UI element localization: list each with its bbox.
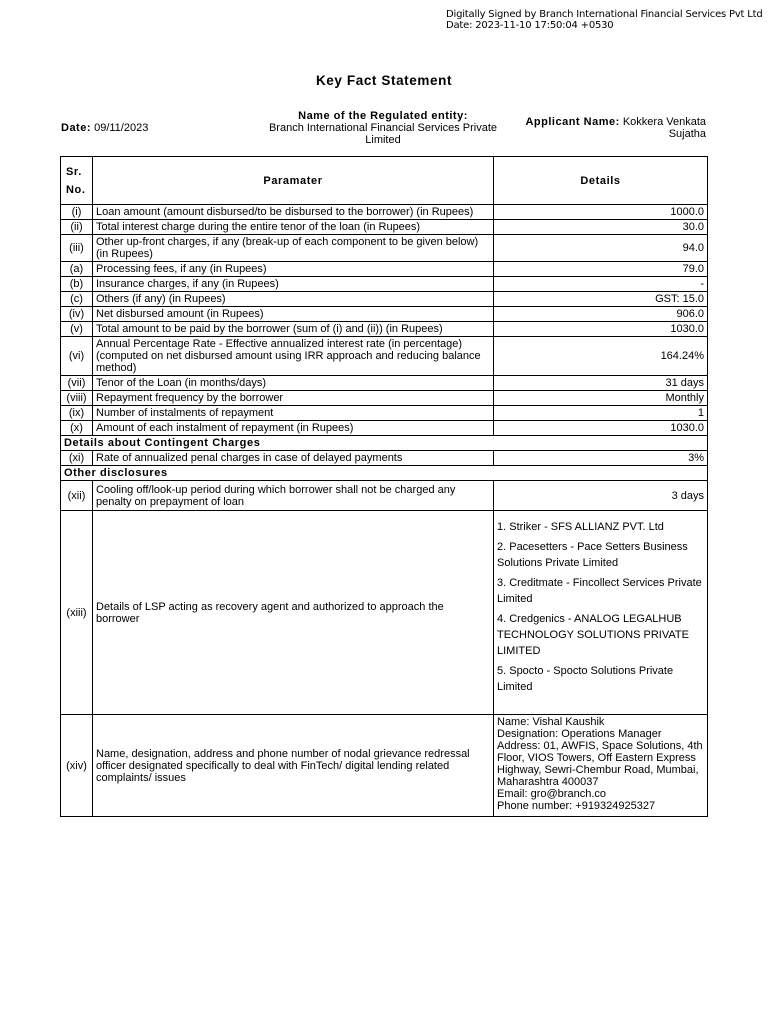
signature-line-2: Date: 2023-11-10 17:50:04 +0530: [446, 20, 614, 31]
lsp-item: 1. Striker - SFS ALLIANZ PVT. Ltd: [497, 521, 664, 533]
nodal-address: Address: 01, AWFIS, Space Solutions, 4th Floor, VIOS Towers, Off Eastern Express Highway, Sewri-Chembur Road, Mumbai, Maharashtra 400037: [497, 740, 703, 788]
nodal-name: Name: Vishal Kaushik: [497, 716, 605, 728]
lsp-item: 4. Credgenics - ANALOG LEGALHUB TECHNOLOGY SOLUTIONS PRIVATE LIMITED: [497, 613, 689, 657]
table-row: (xii) Cooling off/look-up period during which borrower shall not be charged any penalty on prepayment of loan 3 days: [61, 481, 708, 511]
table-row: (ix) Number of instalments of repayment 1: [61, 406, 708, 421]
lsp-item: 3. Creditmate - Fincollect Services Private Limited: [497, 577, 702, 605]
header-details: Details: [494, 157, 708, 205]
key-fact-table: [60, 156, 708, 817]
table-row: (iii) Other up-front charges, if any (break-up of each component to be given below) (in Rupees) 94.0: [61, 235, 708, 262]
header-parameter: Paramater: [93, 157, 494, 205]
table-row: (c) Others (if any) (in Rupees) GST: 15.0: [61, 292, 708, 307]
lsp-item: 5. Spocto - Spocto Solutions Private Limited: [497, 665, 674, 693]
regulated-entity-block: [268, 110, 498, 146]
table-header-row: [61, 157, 708, 205]
date-block: [61, 122, 148, 134]
table-row-nodal-officer: (xiv) Name, designation, address and phone number of nodal grievance redressal officer designated specifically to deal with FinTech/ digital lending related complaints/ issues Name: Vishal Kaushik Designation: Operations Manager Address: 01, AWFIS, Space Solutions, 4th Floor, VIOS Towers, Off Eastern Express Highway, Sewri-Chembur Road, Mumbai, Maharashtra 400037 Email: gro@branch.co Phone number: +919324925327: [61, 715, 708, 817]
table-row: (xi) Rate of annualized penal charges in case of delayed payments 3%: [61, 451, 708, 466]
table-row: (vi) Annual Percentage Rate - Effective annualized interest rate (in percentage) (computed on net disbursed amount using IRR approach and reducing balance method) 164.24%: [61, 337, 708, 376]
page-title: Key Fact Statement: [315, 73, 453, 88]
lsp-list: [494, 511, 708, 715]
table-row: (x) Amount of each instalment of repayment (in Rupees) 1030.0: [61, 421, 708, 436]
section-header-contingent: [61, 436, 708, 451]
digital-signature: [446, 9, 763, 31]
header-sr-no: Sr. No.: [61, 157, 93, 205]
table-row: (ii) Total interest charge during the entire tenor of the loan (in Rupees) 30.0: [61, 220, 708, 235]
date-value: 09/11/2023: [94, 122, 149, 134]
signature-line-1: Digitally Signed by Branch International Financial Services Pvt Ltd: [446, 9, 763, 20]
table-row: (b) Insurance charges, if any (in Rupees) -: [61, 277, 708, 292]
nodal-email: Email: gro@branch.co: [497, 788, 606, 800]
table-row-lsp: (xiii) Details of LSP acting as recovery agent and authorized to approach the borrower 1. Striker - SFS ALLIANZ PVT. Ltd 2. Pacesetters - Pace Setters Business Solutions Private Limited 3. Creditmate - Fincollect Services Private Limited 4. Credgenics - ANALOG LEGALHUB TECHNOLOGY SOLUTIONS PRIVATE LIMITED 5. Spocto - Spocto Solutions Private Limited: [61, 511, 708, 715]
date-label: Date:: [61, 122, 92, 134]
entity-value: Branch International Financial Services Private Limited: [268, 122, 498, 146]
entity-label: Name of the Regulated entity:: [298, 110, 468, 122]
table-row: (vii) Tenor of the Loan (in months/days) 31 days: [61, 376, 708, 391]
applicant-value: Kokkera Venkata Sujatha: [622, 116, 706, 140]
nodal-designation: Designation: Operations Manager: [497, 728, 662, 740]
nodal-officer-details: [494, 715, 708, 817]
applicant-block: [497, 116, 706, 140]
table-row: (i) Loan amount (amount disbursed/to be disbursed to the borrower) (in Rupees) 1000.0: [61, 205, 708, 220]
table-row: (a) Processing fees, if any (in Rupees) 79.0: [61, 262, 708, 277]
table-row: (v) Total amount to be paid by the borrower (sum of (i) and (ii)) (in Rupees) 1030.0: [61, 322, 708, 337]
table-row: (viii) Repayment frequency by the borrower Monthly: [61, 391, 708, 406]
section-title-contingent: Details about Contingent Charges: [61, 436, 708, 451]
lsp-item: 2. Pacesetters - Pace Setters Business Solutions Private Limited: [497, 541, 688, 569]
section-title-other: Other disclosures: [61, 466, 708, 481]
applicant-label: Applicant Name:: [525, 116, 620, 128]
table-row: (iv) Net disbursed amount (in Rupees) 906.0: [61, 307, 708, 322]
section-header-other: [61, 466, 708, 481]
nodal-phone: Phone number: +919324925327: [497, 800, 656, 812]
